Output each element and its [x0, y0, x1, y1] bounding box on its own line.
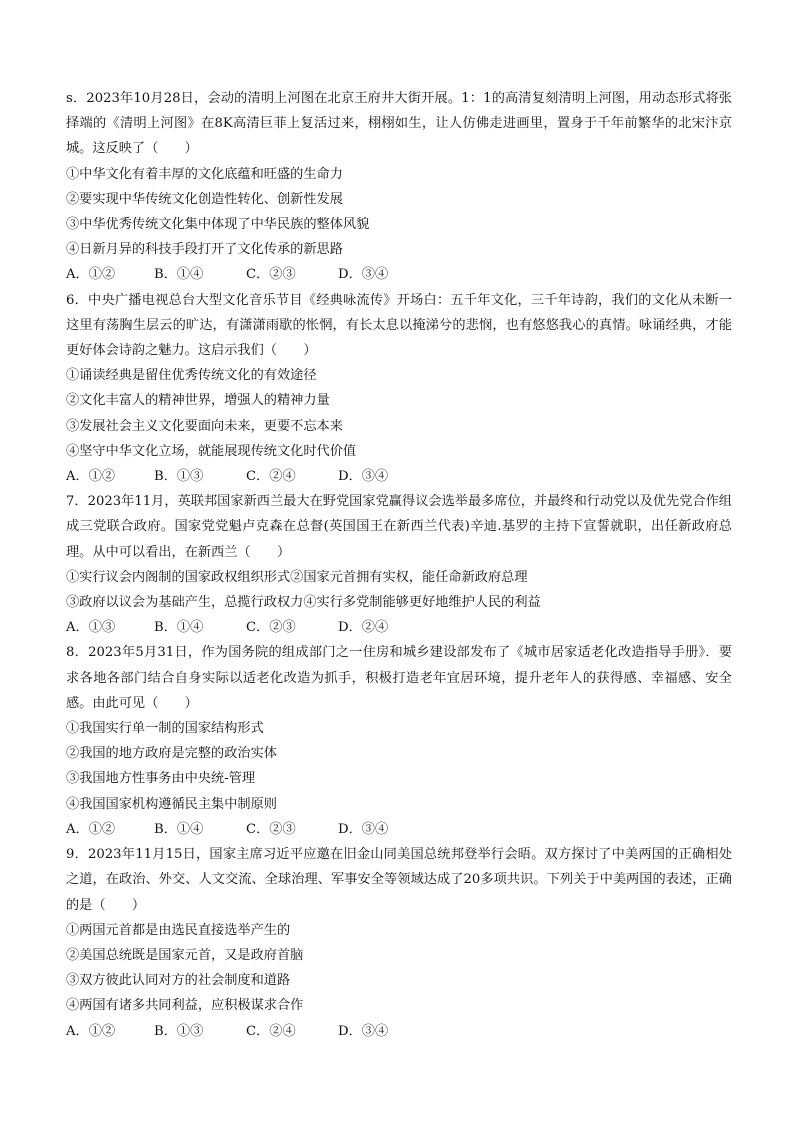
statement-option: ③发展社会主义文化要面向未来，更要不忘本来	[66, 418, 343, 434]
choice-b[interactable]: B．①④	[154, 267, 204, 283]
answer-choices	[66, 1019, 732, 1044]
statement-option: ④两国有诸多共同利益，应积极谋求合作	[66, 998, 304, 1014]
statement-option: ②我国的地方政府是完整的政治实体	[66, 746, 277, 762]
statement-option: ③政府以议会为基础产生，总揽行政权力④实行多党制能够更好地维护人民的利益	[66, 595, 541, 611]
choice-d[interactable]: D．③④	[338, 821, 389, 837]
choice-c[interactable]: C．②④	[246, 469, 296, 485]
choice-a[interactable]: A．①②	[66, 267, 116, 283]
question-7	[66, 489, 732, 640]
choice-a[interactable]: A．①③	[66, 620, 116, 636]
question-9	[66, 842, 732, 1044]
choice-c[interactable]: C．②④	[246, 1023, 296, 1039]
statement-option: ①实行议会内阁制的国家政权组织形式②国家元首拥有实权，能任命新政府总理	[66, 569, 528, 585]
choice-b[interactable]: B．①③	[154, 1023, 204, 1039]
answer-choices	[66, 615, 732, 640]
choice-a[interactable]: A．①②	[66, 821, 116, 837]
statement-option: ④坚守中华文化立场，就能展现传统文化时代价值	[66, 443, 357, 459]
answer-choices	[66, 464, 732, 489]
choice-a[interactable]: A．①②	[66, 469, 116, 485]
statement-option: ③双方彼此认同对方的社会制度和道路	[66, 973, 291, 989]
question-stem: 6．中央广播电视总台大型文化音乐节目《经典咏流传》开场白：五千年文化，三千年诗韵，我们的文化从未断一这里有荡胸生层云的旷达，有潇潇雨歇的怅惘，有长太息以掩涕兮的悲悯，也有悠悠我心的真情。咏诵经典，才能更好体会诗韵之魅力。这启示我们（ ）	[66, 292, 732, 359]
statement-option: ③中华优秀传统文化集中体现了中华民族的整体风貌	[66, 217, 370, 233]
answer-choices	[66, 262, 732, 287]
choice-b[interactable]: B．①③	[154, 469, 204, 485]
statement-option: ③我国地方性事务由中央统-管理	[66, 771, 256, 787]
statement-option: ④日新月异的科技手段打开了文化传承的新思路	[66, 242, 343, 258]
statement-option: ①两国元首都是由选民直接选举产生的	[66, 922, 291, 938]
question-stem: 8．2023年5月31日，作为国务院的组成部门之一住房和城乡建设部发布了《城市居家适老化改造指导手册》．要求各地各部门结合自身实际以适老化改造为抓手，积极打造老年宜居环境，提升老年人的获得感、幸福感、安全感。由此可见（ ）	[66, 645, 732, 711]
statement-option: ④我国国家机构遵循民主集中制原则	[66, 796, 277, 812]
question-8	[66, 640, 732, 842]
choice-d[interactable]: D．③④	[338, 267, 389, 283]
question-stem: 7．2023年11月，英联邦国家新西兰最大在野党国家党赢得议会选举最多席位，并最终和行动党以及优先党合作组成三党联合政府。国家党党魁卢克森在总督(英国国王在新西兰代表)辛迪.基罗的主持下宣誓就职，出任新政府总理。从中可以看出，在新西兰（ ）	[66, 494, 732, 560]
question-stem: 9．2023年11月15日，国家主席习近平应邀在旧金山同美国总统邦登举行会晤。双方探讨了中美两国的正确相处之道，在政治、外交、人文交流、全球治理、军事安全等领域达成了20多项共识。下列关于中美两国的表述，正确的是（ ）	[66, 847, 732, 913]
choice-c[interactable]: C．②③	[246, 821, 296, 837]
choice-b[interactable]: B．①④	[154, 620, 204, 636]
choice-d[interactable]: D．②④	[338, 620, 389, 636]
question-list	[66, 86, 732, 1044]
choice-d[interactable]: D．③④	[338, 1023, 389, 1039]
question-5	[66, 86, 732, 288]
answer-choices	[66, 817, 732, 842]
statement-option: ①诵读经典是留住优秀传统文化的有效途径	[66, 368, 317, 384]
statement-option: ②文化丰富人的精神世界，增强人的精神力量	[66, 393, 330, 409]
choice-c[interactable]: C．②③	[246, 620, 296, 636]
choice-b[interactable]: B．①④	[154, 821, 204, 837]
statement-option: ①中华文化有着丰厚的文化底蕴和旺盛的生命力	[66, 166, 343, 182]
statement-option: ②要实现中华传统文化创造性转化、创新性发展	[66, 191, 343, 207]
choice-a[interactable]: A．①②	[66, 1023, 116, 1039]
choice-d[interactable]: D．③④	[338, 469, 389, 485]
statement-option: ①我国实行单一制的国家结构形式	[66, 721, 264, 737]
statement-option: ②美国总统既是国家元首，又是政府首脑	[66, 947, 304, 963]
question-stem: s．2023年10月28日，会动的清明上河图在北京王府井大街开展。1：1的高清复刻清明上河图，用动态形式将张择端的《清明上河图》在8K高清巨菲上复活过来，栩栩如生，让人仿佛走进画里，置身于千年前繁华的北宋汴京城。这反映了（ ）	[66, 91, 732, 157]
question-6	[66, 288, 732, 490]
choice-c[interactable]: C．②③	[246, 267, 296, 283]
